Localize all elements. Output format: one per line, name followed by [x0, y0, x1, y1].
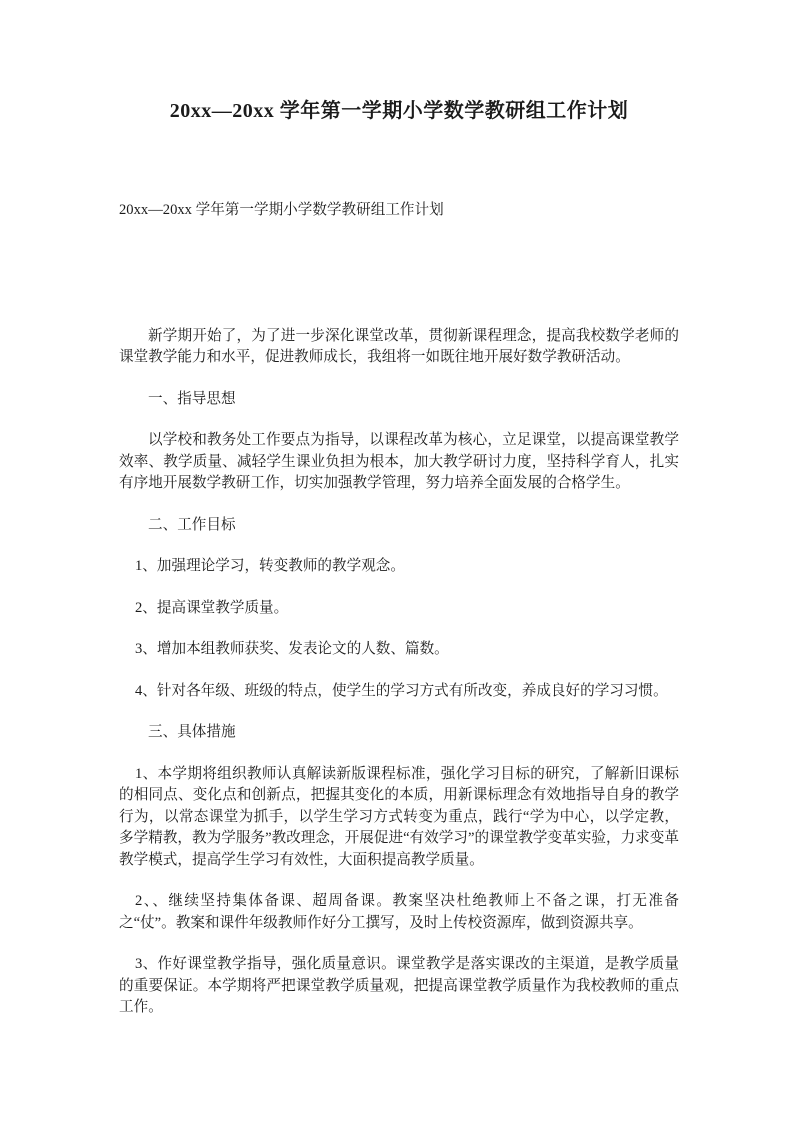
document-title: 20xx—20xx 学年第一学期小学数学教研组工作计划 — [169, 100, 629, 122]
paragraph: 以学校和教务处工作要点为指导，以课程改革为核心，立足课堂，以提高课堂教学效率、教学质量、减轻学生课业负担为根本，加大教学研讨力度，坚持科学育人，扎实有序地开展数学教研工作，切实加强教学管理，努力培养全面发展的合格学生。 — [119, 432, 679, 491]
list-paragraph: 2、提高课堂教学质量。 — [135, 599, 289, 616]
list-paragraph: 3、作好课堂教学指导，强化质量意识。课堂教学是落实课改的主渠道，是教学质量的重要保证。本学期将严把课堂教学质量观，把提高课堂教学质量作为我校教师的重点工作。 — [119, 956, 679, 1015]
list-paragraph: 4、针对各年级、班级的特点，使学生的学习方式有所改变，养成良好的学习习惯。 — [135, 682, 668, 699]
list-paragraph: 1、加强理论学习，转变教师的教学观念。 — [135, 558, 405, 574]
document-subtitle: 20xx—20xx 学年第一学期小学数学教研组工作计划 — [119, 202, 444, 218]
section-heading: 三、具体措施 — [148, 724, 236, 740]
document-body — [119, 326, 679, 1019]
list-paragraph: 3、增加本组教师获奖、发表论文的人数、篇数。 — [135, 641, 449, 657]
section-heading: 一、指导思想 — [148, 390, 236, 407]
paragraph: 新学期开始了，为了进一步深化课堂改革，贯彻新课程理念，提高我校数学老师的课堂教学能力和水平，促进教师成长，我组将一如既往地开展好数学教研活动。 — [119, 327, 679, 365]
section-heading: 二、工作目标 — [148, 516, 236, 533]
list-paragraph: 1、本学期将组织教师认真解读新版课程标准，强化学习目标的研究，了解新旧课标的相同点、变化点和创新点，把握其变化的本质，用新课标理念有效地指导自身的教学行为，以常态课堂为抓手，以学生学习方式转变为重点，践行“学为中心，以学定教，多学精教，教为学服务”教改理念，开展促进“有效学习”的课堂教学变革实验，力求变革教学模式，提高学生学习有效性，大面积提高教学质量。 — [119, 765, 679, 868]
list-paragraph: 2、、继续坚持集体备课、超周备课。教案坚决杜绝教师上不备之课，打无准备之“仗”。教案和课件年级教师作好分工撰写，及时上传校资源库，做到资源共享。 — [119, 893, 679, 931]
